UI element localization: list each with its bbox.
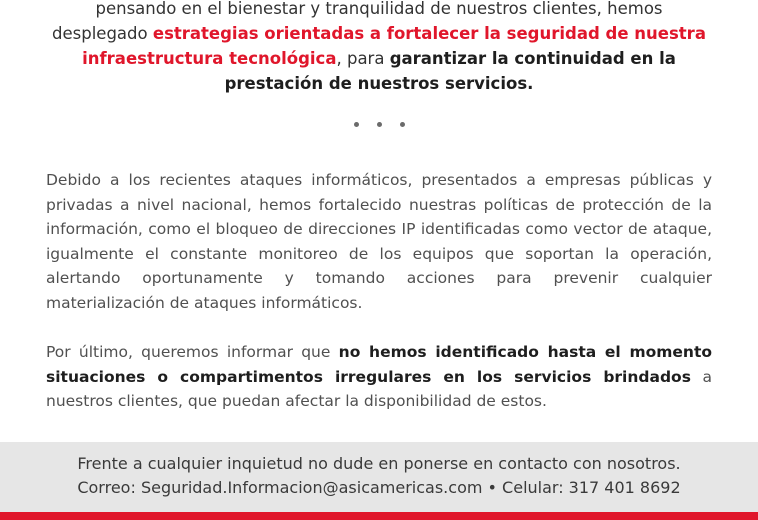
contact-footer bbox=[0, 442, 758, 512]
intro-line-1: pensando en el bienestar y tranquilidad de nuestros clientes, hemos bbox=[95, 0, 663, 18]
bottom-red-bar bbox=[0, 512, 758, 520]
conclusion-suffix: a nuestros clientes, que puedan afectar la disponibilidad de estos. bbox=[46, 367, 712, 411]
divider-dot bbox=[400, 122, 405, 127]
divider-dot bbox=[377, 122, 382, 127]
intro-red-highlight: estrategias orientadas a fortalecer la seguridad de nuestra infraestructura tecnológica bbox=[82, 24, 706, 68]
intro-prefix: desplegado bbox=[52, 24, 153, 43]
conclusion-bold: no hemos identificado hasta el momento situaciones o compartimentos irregulares en los servicios brindados bbox=[46, 343, 712, 386]
footer-contact-line: Correo: Seguridad.Informacion@asicamericas.com • Celular: 317 401 8692 bbox=[77, 478, 681, 497]
footer-line-1: Frente a cualquier inquietud no dude en ponerse en contacto con nosotros. bbox=[77, 454, 681, 473]
paragraph-conclusion bbox=[46, 340, 712, 414]
intro-bold-highlight: garantizar la continuidad en la prestación de nuestros servicios. bbox=[224, 49, 676, 93]
conclusion-prefix: Por último, queremos informar que bbox=[46, 343, 339, 361]
divider-dot bbox=[354, 122, 359, 127]
intro-paragraph bbox=[30, 0, 728, 96]
paragraph-attacks: Debido a los recientes ataques informáticos, presentados a empresas públicas y privadas a nivel nacional, hemos fortalecido nuestras políticas de protección de la información, como el bloqueo de direcciones IP identificadas como vector de ataque, igualmente el constante monitoreo de los equipos que soportan la operación, alertando oportunamente y tomando acciones para prevenir cualquier materialización de ataques informáticos. bbox=[46, 171, 712, 312]
section-divider-dots bbox=[0, 122, 758, 127]
intro-connector: , para bbox=[336, 49, 390, 68]
